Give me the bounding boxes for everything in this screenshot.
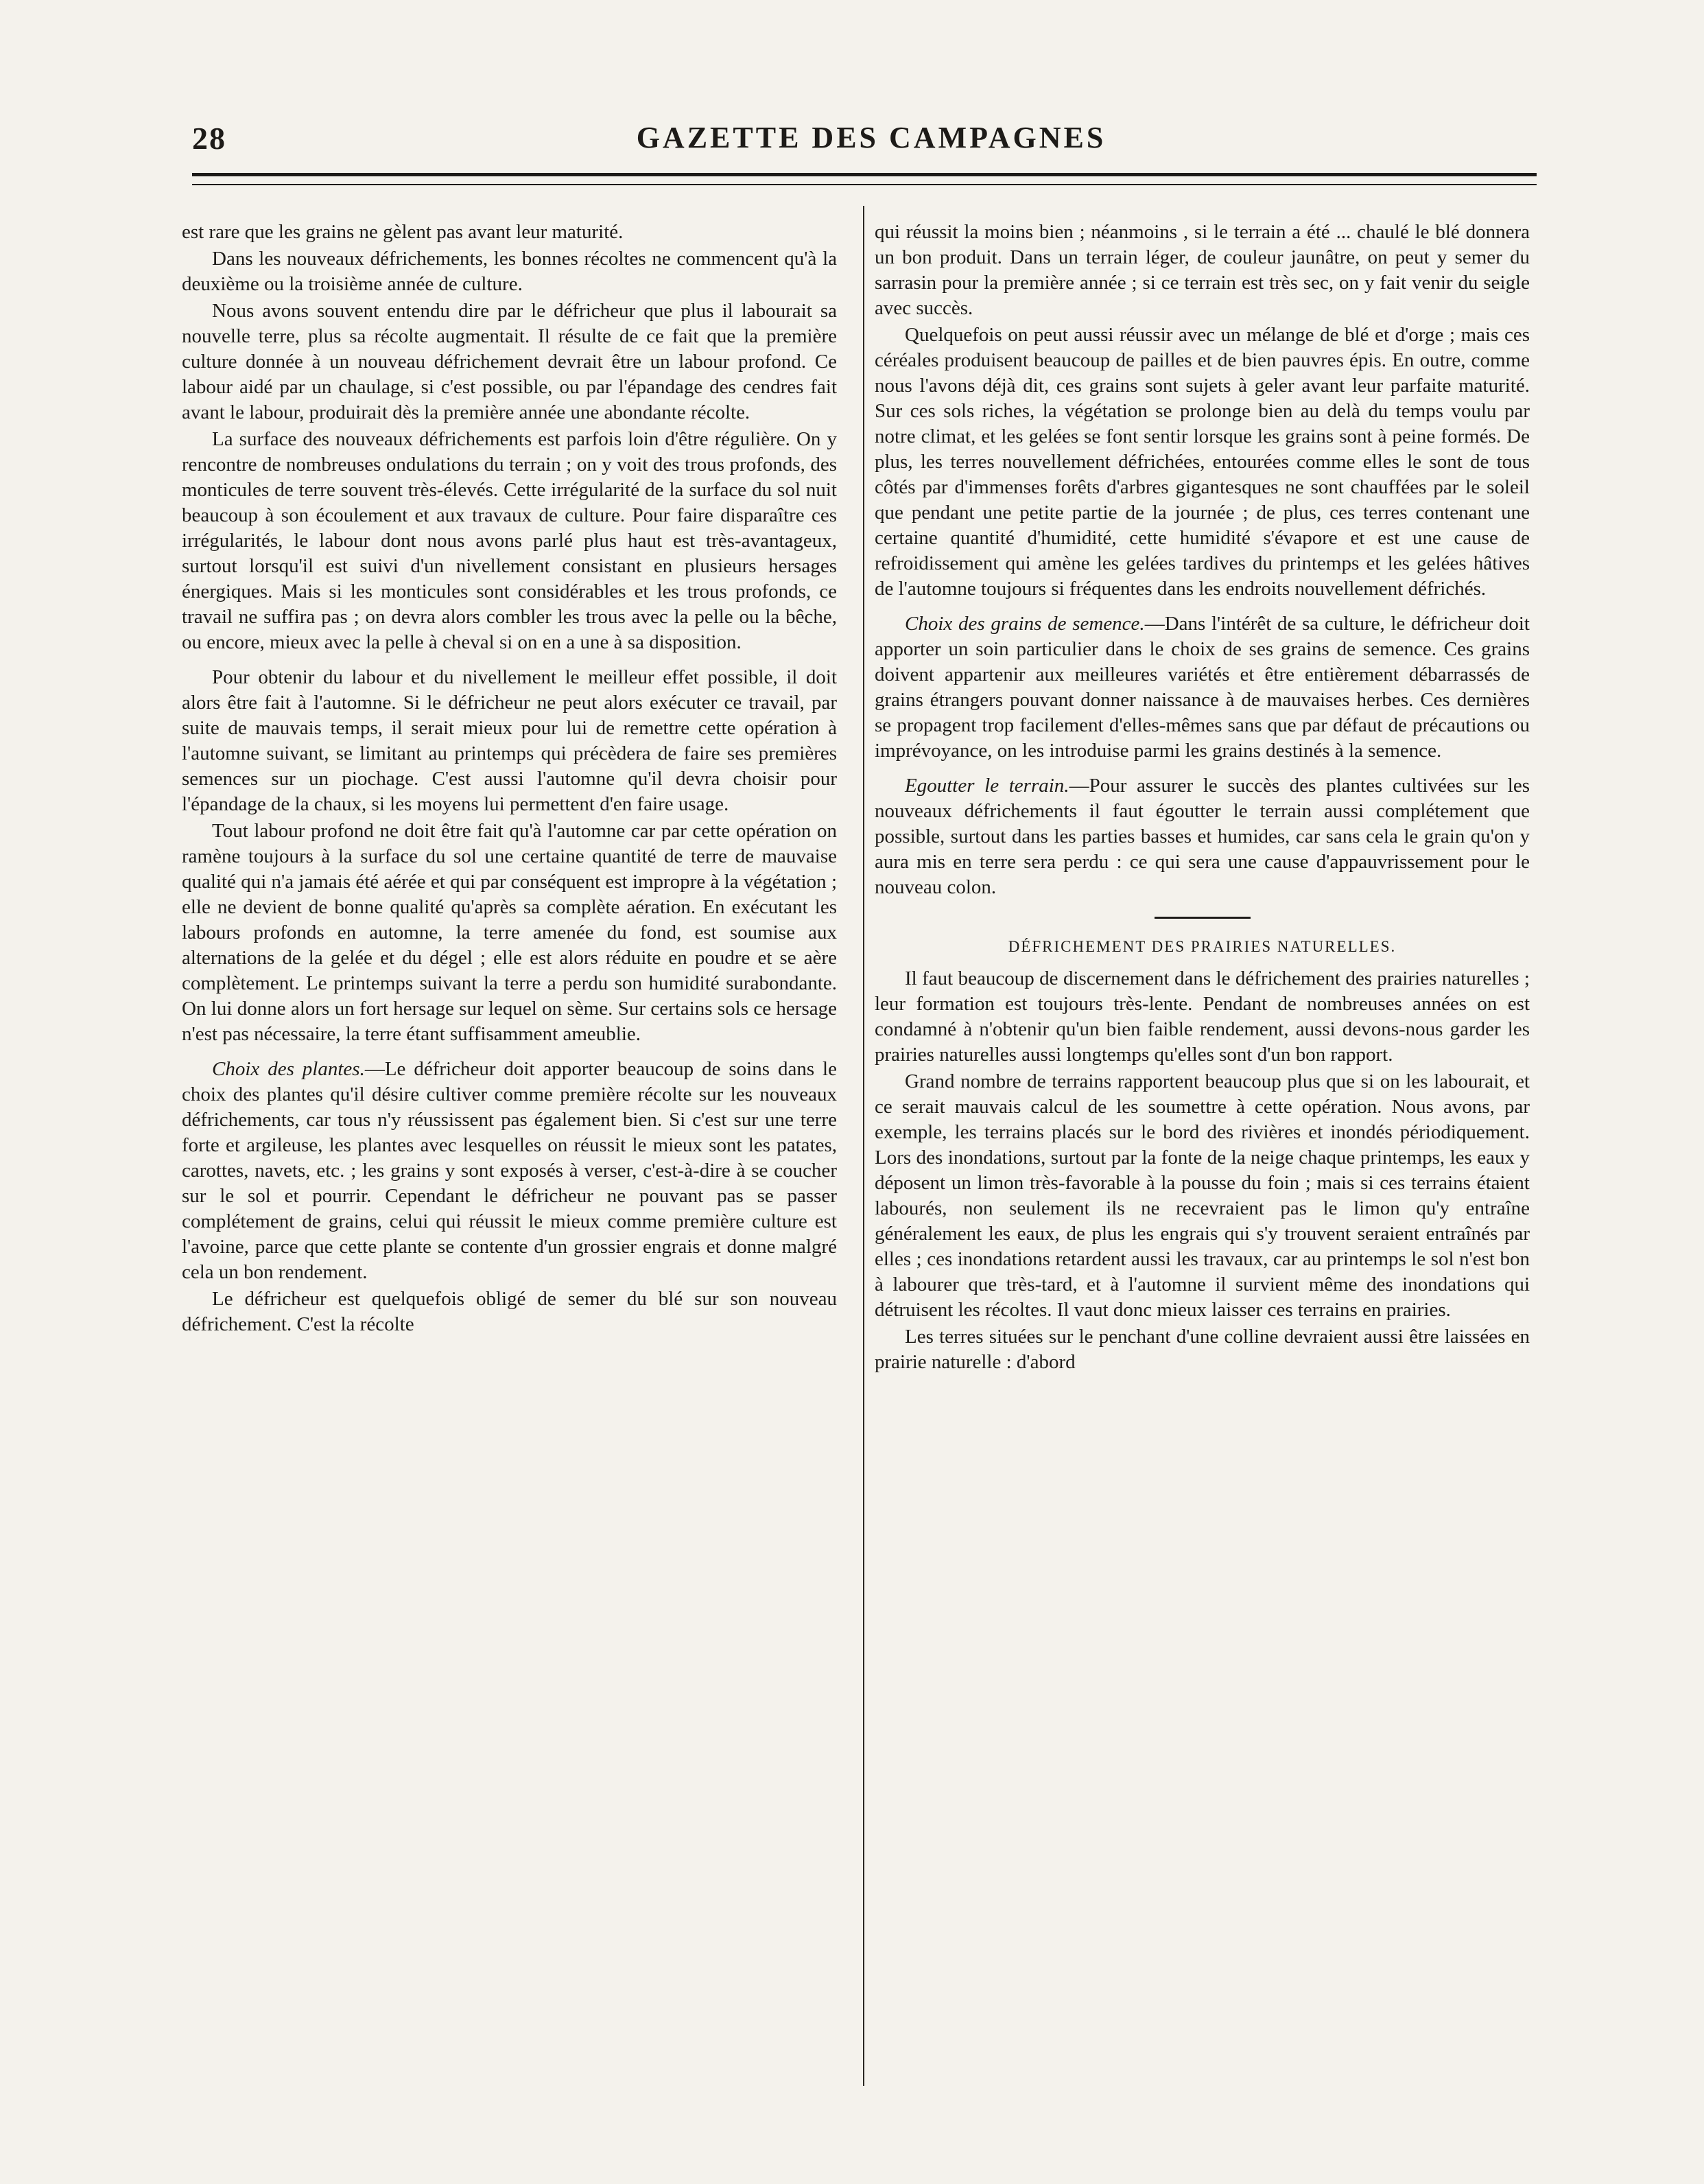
paragraph — [182, 1057, 837, 1285]
paragraph: Quelquefois on peut aussi réussir avec un mélange de blé et d'orge ; mais ces céréales produisent beaucoup de pailles et de bien pauvres épis. En outre, comme nous l'avons déjà dit, ces grains sont sujets à geler avant leur parfaite maturité. Sur ces sols riches, la végétation se prolonge bien au delà du temps voulu par notre climat, et les gelées se font sentir lorsque les grains sont à peine formés. De plus, les terres nouvellement défrichées, entourées comme elles le sont de tous côtés par d'immenses forêts d'arbres gigantesques ne sont chauffées par le soleil que pendant une petite partie de la journée ; de plus, ces terres contenant une certaine quantité d'humidité, cette humidité s'évapore et est une cause de refroidissement qui amène les gelées tardives du printemps et les gelées hâtives de l'automne toujours si fréquentes dans les endroits nouvellement défrichés. — [875, 324, 1530, 600]
column-divider — [863, 206, 864, 2086]
paragraph: Dans les nouveaux défrichements, les bonnes récoltes ne commencent qu'à la deuxième ou la troisième année de culture. — [182, 248, 837, 295]
paragraph: Nous avons souvent entendu dire par le défricheur que plus il labourait sa nouvelle terre, plus sa récolte augmentait. Il résulte de ce fait que la première culture donnée à un nouveau défrichement devrait être un labour profond. Ce labour aidé par un chaulage, si c'est possible, ou par l'épandage des cendres fait avant le labour, produirait dès la première année une abondante récolte. — [182, 300, 837, 423]
header-rule-thin — [192, 184, 1537, 185]
paragraph-text: —Pour assurer le succès des plantes cultivées sur les nouveaux défrichements il faut égoutter le terrain aussi complétement que possible, surtout dans les parties basses et humides, car sans cela le grain qu'on y aura mis en terre sera perdu : ce qui sera une cause d'appauvrissement pour le nouveau colon. — [875, 775, 1530, 898]
section-title: DÉFRICHEMENT DES PRAIRIES NATURELLES. — [1008, 938, 1397, 955]
paragraph-text: —Dans l'intérêt de sa culture, le défricheur doit apporter un soin particulier dans le choix de ses grains de semence. Ces grains doivent appartenir aux meilleures variétés et être entièrement débarrassés de grains étrangers pouvant donner naissance à de mauvaises herbes. Ces dernières se propagent trop facilement d'elles-mêmes sans que par défaut de précautions ou imprévoyance, on les introduise parmi les grains destinés à la semence. — [875, 613, 1530, 762]
journal-title: GAZETTE DES CAMPAGNES — [636, 121, 1107, 154]
paragraph — [875, 611, 1530, 764]
paragraph — [875, 773, 1530, 900]
paragraph: Pour obtenir du labour et du nivellement le meilleur effet possible, il doit alors être fait à l'automne. Si le défricheur ne peut alors exécuter ce travail, par suite de mauvais temps, il serait mieux pour lui de remettre cette opération à l'automne suivant, se limitant au printemps qui précèdera de faire ses premières semences sur un piochage. C'est aussi l'automne qu'il devra choisir pour l'épandage de la chaux, si les moyens lui permettent d'en faire usage. — [182, 666, 837, 815]
right-column — [875, 220, 1530, 2093]
paragraph-lead: Egoutter le terrain. — [905, 775, 1069, 797]
paragraph: qui réussit la moins bien ; néanmoins , si le terrain a été ... chaulé le blé donnera un bon produit. Dans un terrain léger, de couleur jaunâtre, on peut y semer du sarrasin pour la première année ; si ce terrain est très sec, on y fait venir du seigle avec succès. — [875, 221, 1530, 319]
paragraph: Grand nombre de terrains rapportent beaucoup plus que si on les labourait, et ce serait mauvais calcul de les soumettre à cette opération. Nous avons, par exemple, les terrains placés sur le bord des rivières et inondés périodiquement. Lors des inondations, surtout par la fonte de la neige chaque printemps, les eaux y déposent un limon très-favorable à la pousse du foin ; mais si ces terrains étaient labourés, non seulement ils ne recevraient pas le limon qu'y entraîne généralement les eaux, de plus les engrais qui s'y trouvent seraient entraînés par elles ; ces inondations retardent aussi les travaux, car au printemps le sol n'est bon à labourer que très-tard, et à l'automne il survient même des inondations qui détruisent les récoltes. Il vaut donc mieux laisser ces terrains en prairies. — [875, 1070, 1530, 1321]
paragraph-text: —Le défricheur doit apporter beaucoup de soins dans le choix des plantes qu'il désire cultiver comme première récolte sur les nouveaux défrichements, car tous n'y réussissent pas également bien. Si c'est sur une terre forte et argileuse, les plantes avec lesquelles on réussit le mieux sont les patates, carottes, navets, etc. ; les grains y sont exposés à verser, c'est-à-dire à se coucher sur le sol et pourrir. Cependant le défricheur ne pouvant pas se passer complétement de grains, celui qui réussit le mieux comme première culture est l'avoine, parce que cette plante se contente d'un grossier engrais et donne malgré cela un bon rendement. — [182, 1058, 837, 1283]
paragraph: Il faut beaucoup de discernement dans le défrichement des prairies naturelles ; leur formation est toujours très-lente. Pendant de nombreuses années on est condamné à n'obtenir qu'un bien faible rendement, aussi devons-nous garder les prairies naturelles aussi longtemps qu'elles sont d'un bon rapport. — [875, 967, 1530, 1066]
paragraph: est rare que les grains ne gèlent pas avant leur maturité. — [182, 221, 624, 243]
paragraph-lead: Choix des plantes. — [212, 1058, 365, 1080]
paragraph: Tout labour profond ne doit être fait qu'à l'automne car par cette opération on ramène toujours à la surface du sol une certaine quantité de terre de mauvaise qualité qui n'a jamais été aérée et qui par conséquent est impropre à la végétation ; elle ne devient de bonne qualité qu'après sa complète aération. En exécutant les labours profonds en automne, la terre amenée du fond, est soumise aux alternations de la gelée et du dégel ; elle est alors réduite en poudre et se aère complètement. Le printemps suivant la terre a perdu son humidité surabondante. On lui donne alors un fort hersage sur lequel on sème. Sur certains sols ce hersage n'est pas nécessaire, la terre étant suffisamment ameublie. — [182, 820, 837, 1045]
paragraph: Le défricheur est quelquefois obligé de semer du blé sur son nouveau défrichement. C'est la récolte — [182, 1288, 837, 1335]
paragraph-lead: Choix des grains de semence. — [905, 613, 1145, 635]
section-separator — [1155, 917, 1251, 919]
paragraph: Les terres situées sur le penchant d'une colline devraient aussi être laissées en prairie naturelle : d'abord — [875, 1326, 1530, 1373]
paragraph: La surface des nouveaux défrichements est parfois loin d'être régulière. On y rencontre de nombreuses ondulations du terrain ; on y voit des trous profonds, des monticules de terre souvent très-élevés. Cette irrégularité de la surface du sol nuit beaucoup à son écoulement et aux travaux de culture. Pour faire disparaître ces irrégularités, le labour dont nous avons parlé plus haut est très-avantageux, surtout lorsqu'il est suivi d'un nivellement consistant en plusieurs hersages énergiques. Mais si les monticules sont considérables et les trous profonds, ce travail ne suffira pas ; on devra alors combler les trous avec la pelle ou la bêche, ou encore, mieux avec la pelle à cheval si on en a une à sa disposition. — [182, 428, 837, 653]
page-header — [192, 120, 1550, 161]
page-number: 28 — [192, 121, 226, 156]
left-column — [182, 220, 837, 2093]
header-rule — [192, 173, 1537, 176]
